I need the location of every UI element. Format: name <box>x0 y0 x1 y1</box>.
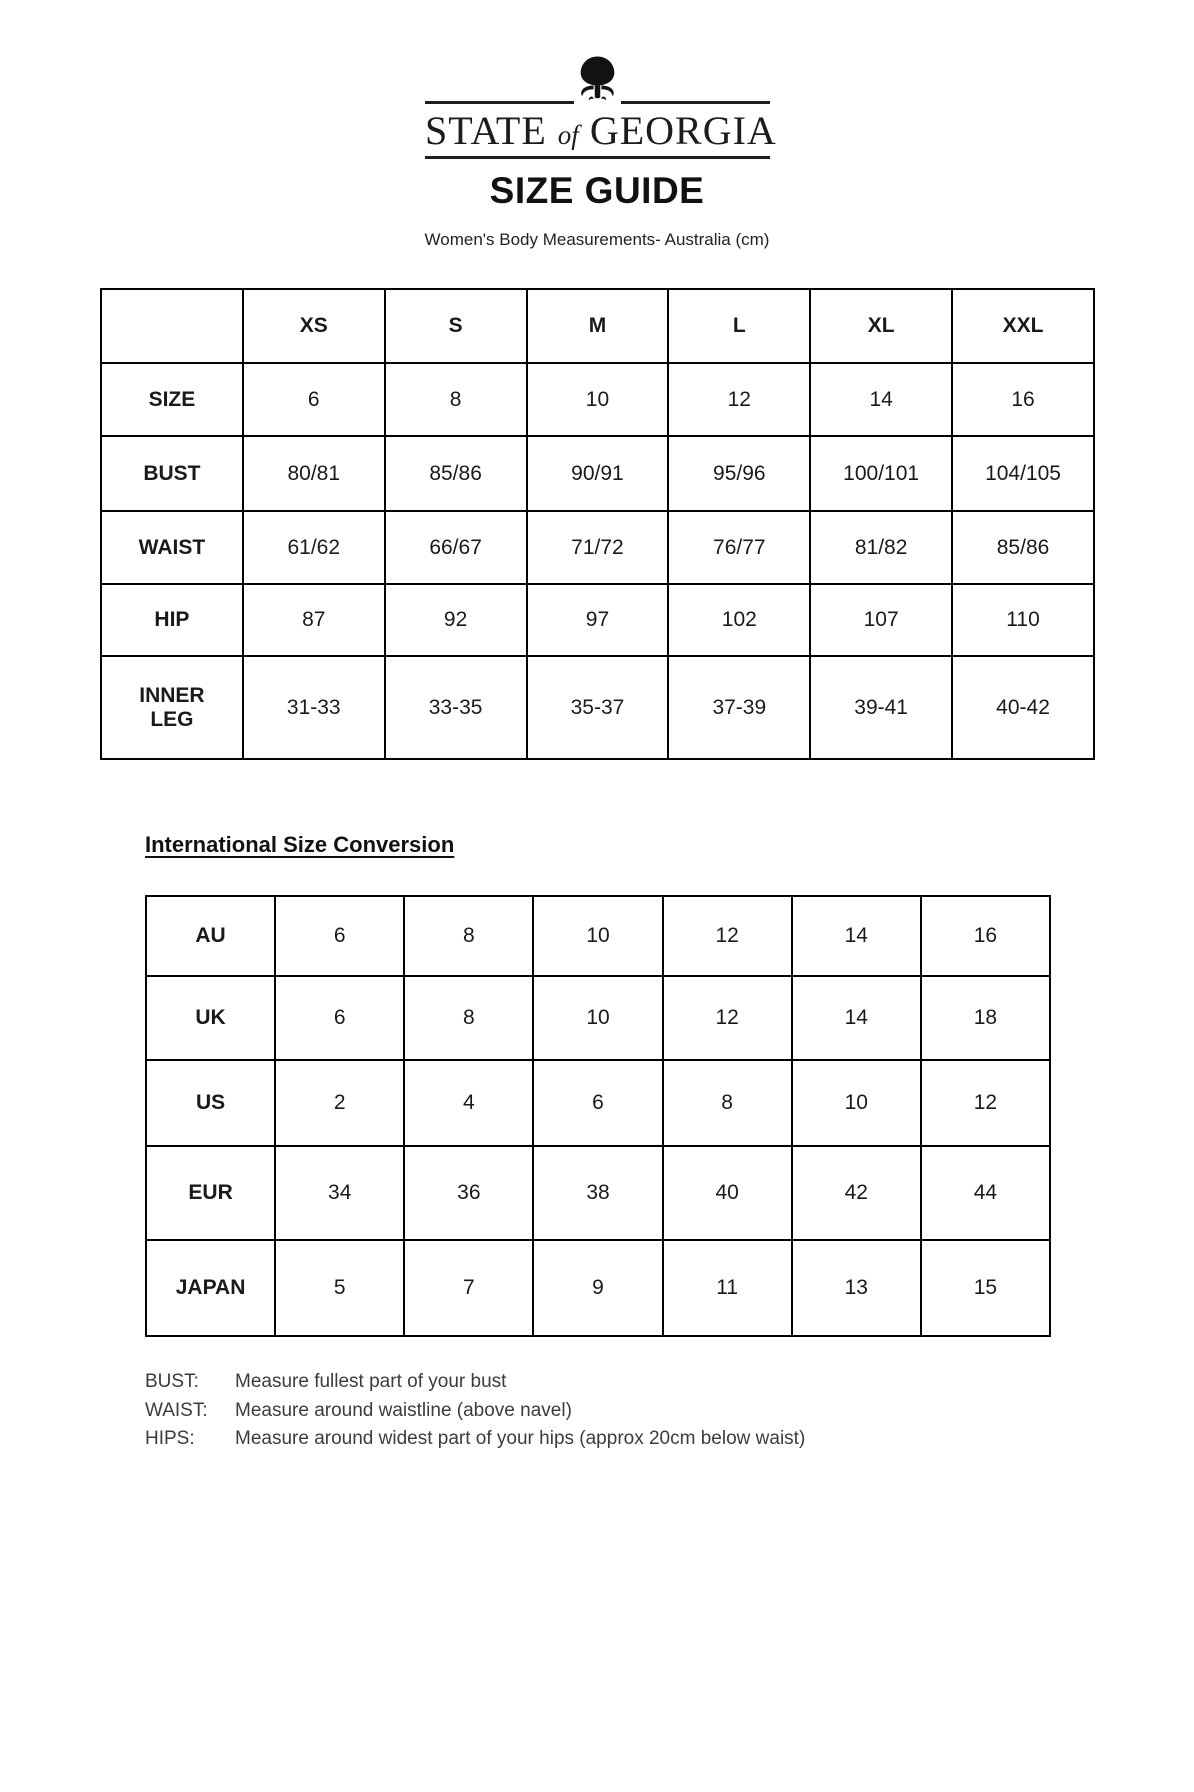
cell: 18 <box>921 976 1050 1060</box>
cell: 61/62 <box>243 511 385 584</box>
row-label: AU <box>146 896 275 976</box>
header-cell-l: L <box>668 289 810 363</box>
brand-name-left: STATE <box>425 108 547 153</box>
cell: 15 <box>921 1240 1050 1336</box>
cell: 6 <box>275 976 404 1060</box>
table-row-inner-leg <box>101 656 1094 759</box>
table-row-uk <box>146 976 1050 1060</box>
cell: 14 <box>792 896 921 976</box>
row-label: HIP <box>101 584 243 656</box>
cell: 37-39 <box>668 656 810 759</box>
row-label: SIZE <box>101 363 243 436</box>
cell: 42 <box>792 1146 921 1240</box>
cell: 66/67 <box>385 511 527 584</box>
header-cell-xl: XL <box>810 289 952 363</box>
row-label: US <box>146 1060 275 1146</box>
brand-name-right: GEORGIA <box>589 108 777 153</box>
page-subtitle: Women's Body Measurements- Australia (cm) <box>424 230 770 249</box>
note-text: Measure fullest part of your bust <box>235 1371 507 1392</box>
measurements-table <box>100 288 1095 760</box>
cell: 7 <box>404 1240 533 1336</box>
cell: 4 <box>404 1060 533 1146</box>
cell: 44 <box>921 1146 1050 1240</box>
table-row-us <box>146 1060 1050 1146</box>
table-row-hip <box>101 584 1094 656</box>
cell: 6 <box>243 363 385 436</box>
measuring-notes <box>145 1368 805 1454</box>
cell: 39-41 <box>810 656 952 759</box>
note-text: Measure around waistline (above navel) <box>235 1399 572 1421</box>
cell: 8 <box>404 896 533 976</box>
cell: 81/82 <box>810 511 952 584</box>
cell: 16 <box>921 896 1050 976</box>
cell: 10 <box>527 363 669 436</box>
cell: 95/96 <box>668 436 810 511</box>
cell: 16 <box>952 363 1094 436</box>
cell: 5 <box>275 1240 404 1336</box>
row-label: INNER LEG <box>101 656 243 759</box>
cell: 2 <box>275 1060 404 1146</box>
cell: 87 <box>243 584 385 656</box>
cell: 102 <box>668 584 810 656</box>
cell: 13 <box>792 1240 921 1336</box>
cell: 8 <box>385 363 527 436</box>
table-row-bust <box>101 436 1094 511</box>
note-bust <box>145 1368 805 1397</box>
cell: 9 <box>533 1240 662 1336</box>
cell: 33-35 <box>385 656 527 759</box>
header-cell-xs: XS <box>243 289 385 363</box>
cell: 6 <box>275 896 404 976</box>
cell: 80/81 <box>243 436 385 511</box>
cell: 104/105 <box>952 436 1094 511</box>
table-row-japan <box>146 1240 1050 1336</box>
row-label: EUR <box>146 1146 275 1240</box>
header-cell-s: S <box>385 289 527 363</box>
note-label: HIPS: <box>145 1428 195 1449</box>
header-cell-blank <box>101 289 243 363</box>
note-label: BUST: <box>145 1371 199 1392</box>
cell: 110 <box>952 584 1094 656</box>
cell: 76/77 <box>668 511 810 584</box>
cell: 71/72 <box>527 511 669 584</box>
cell: 12 <box>668 363 810 436</box>
cell: 85/86 <box>952 511 1094 584</box>
cell: 34 <box>275 1146 404 1240</box>
cell: 14 <box>810 363 952 436</box>
row-label: BUST <box>101 436 243 511</box>
cell: 40-42 <box>952 656 1094 759</box>
cell: 12 <box>663 976 792 1060</box>
conversion-table <box>145 895 1051 1337</box>
table-header-row <box>101 289 1094 363</box>
cell: 8 <box>663 1060 792 1146</box>
table-row-size <box>101 363 1094 436</box>
row-label: WAIST <box>101 511 243 584</box>
cell: 6 <box>533 1060 662 1146</box>
cell: 12 <box>663 896 792 976</box>
cell: 92 <box>385 584 527 656</box>
row-label: UK <box>146 976 275 1060</box>
cell: 40 <box>663 1146 792 1240</box>
logo-divider-bottom <box>425 156 770 159</box>
cell: 11 <box>663 1240 792 1336</box>
brand-name <box>425 107 777 154</box>
cell: 90/91 <box>527 436 669 511</box>
note-hips <box>145 1425 805 1454</box>
tree-icon <box>574 55 621 105</box>
note-label: WAIST: <box>145 1399 208 1421</box>
header-cell-xxl: XXL <box>952 289 1094 363</box>
page-title: SIZE GUIDE <box>489 170 705 211</box>
cell: 14 <box>792 976 921 1060</box>
header-cell-m: M <box>527 289 669 363</box>
cell: 85/86 <box>385 436 527 511</box>
cell: 100/101 <box>810 436 952 511</box>
note-text: Measure around widest part of your hips (approx 20cm below waist) <box>235 1428 806 1449</box>
note-waist <box>145 1397 805 1426</box>
cell: 12 <box>921 1060 1050 1146</box>
cell: 10 <box>533 896 662 976</box>
table-row-waist <box>101 511 1094 584</box>
cell: 10 <box>533 976 662 1060</box>
cell: 107 <box>810 584 952 656</box>
cell: 10 <box>792 1060 921 1146</box>
brand-name-of: of <box>557 120 579 150</box>
cell: 38 <box>533 1146 662 1240</box>
row-label: JAPAN <box>146 1240 275 1336</box>
cell: 31-33 <box>243 656 385 759</box>
table-row-eur <box>146 1146 1050 1240</box>
cell: 97 <box>527 584 669 656</box>
cell: 8 <box>404 976 533 1060</box>
cell: 35-37 <box>527 656 669 759</box>
table-row-au <box>146 896 1050 976</box>
cell: 36 <box>404 1146 533 1240</box>
conversion-heading: International Size Conversion <box>145 832 455 857</box>
